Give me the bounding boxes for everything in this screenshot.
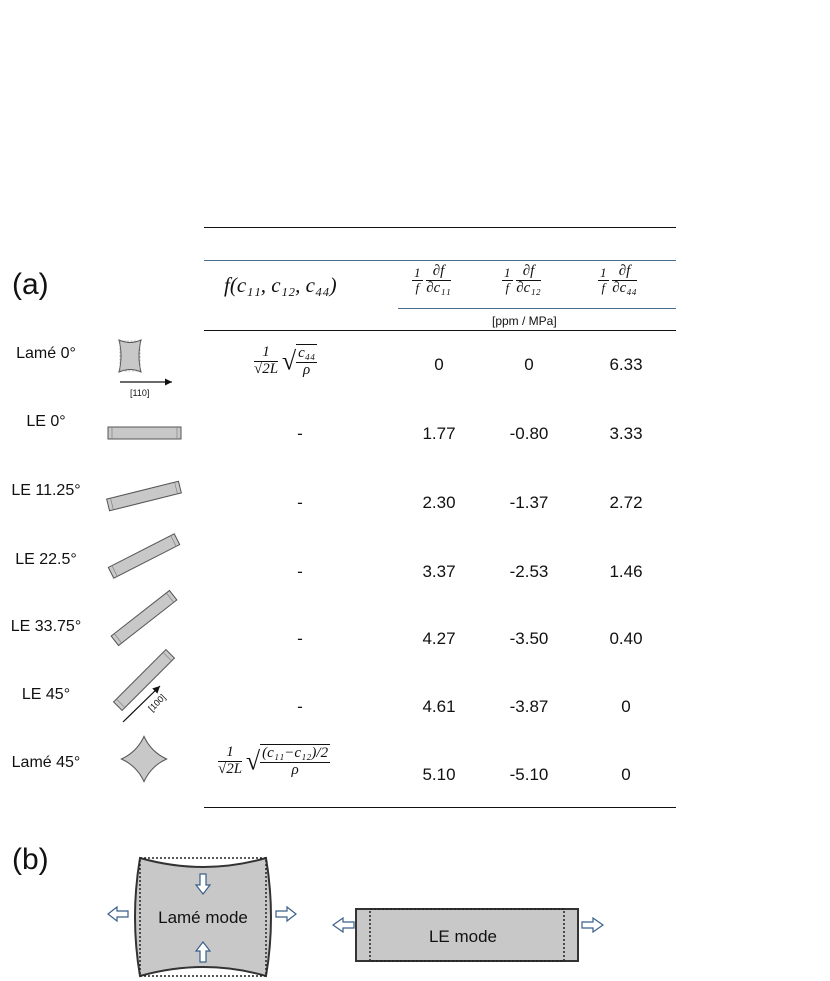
value-d44: 0 bbox=[621, 765, 631, 784]
row-label: Lamé 45° bbox=[11, 754, 81, 771]
table-top-rule bbox=[204, 227, 676, 228]
le-22-5-resonator-icon bbox=[108, 534, 179, 578]
deriv-header-c11: $\frac{1}{f}$ $\frac{\partial f}{\text{∂c₁₁}}$ bbox=[414, 263, 451, 296]
le-33-75-resonator-icon bbox=[111, 590, 177, 645]
formula-dash: - bbox=[297, 424, 303, 443]
deriv-header-c44: $\frac{1}{f}$ $\frac{\partial f}{\text{∂c₄₄}}$ bbox=[600, 263, 637, 296]
le-mode-label: LE mode bbox=[428, 927, 498, 946]
table-mid-rule bbox=[204, 330, 676, 331]
lame-0-resonator-icon bbox=[119, 340, 172, 398]
direction-110-label: [110] bbox=[130, 388, 150, 398]
formula-dash: - bbox=[297, 629, 303, 648]
value-d11: 5.10 bbox=[422, 765, 456, 784]
value-d44: 6.33 bbox=[609, 355, 643, 374]
value-d12: -3.50 bbox=[509, 629, 549, 648]
table-header-rule bbox=[204, 260, 676, 261]
direction-100-label: [100] bbox=[146, 692, 168, 714]
value-d44: 1.46 bbox=[609, 562, 643, 581]
table-bottom-rule bbox=[204, 807, 676, 808]
value-d11: 3.37 bbox=[422, 562, 456, 581]
value-d12: -0.80 bbox=[509, 424, 549, 443]
row-label: LE 22.5° bbox=[15, 551, 77, 568]
value-d11: 4.27 bbox=[422, 629, 456, 648]
resonator-icons bbox=[96, 334, 216, 794]
value-d12: -3.87 bbox=[509, 697, 549, 716]
row-label: LE 45° bbox=[21, 686, 71, 703]
value-d11: 0 bbox=[434, 355, 444, 374]
mode-diagrams bbox=[100, 850, 620, 980]
lame-45-resonator-icon bbox=[121, 736, 166, 781]
row-label: LE 11.25° bbox=[11, 482, 81, 499]
lame45-formula: $\frac{1}{√2L}$ √ $\frac{\text{(c₁₁−c₁₂)/2}}{\rho}$ bbox=[218, 744, 329, 778]
value-d11: 1.77 bbox=[422, 424, 456, 443]
panel-a-label: (a) bbox=[12, 268, 49, 301]
value-d44: 0.40 bbox=[609, 629, 643, 648]
formula-dash: - bbox=[297, 562, 303, 581]
row-label: Lamé 0° bbox=[16, 345, 76, 362]
lame0-formula: $\frac{1}{√2L}$ √ $\frac{\text{c₄₄}}{\rho}$ bbox=[254, 344, 316, 378]
value-d11: 2.30 bbox=[422, 493, 456, 512]
value-d12: -2.53 bbox=[509, 562, 549, 581]
value-d12: -1.37 bbox=[509, 493, 549, 512]
value-d12: 0 bbox=[524, 355, 534, 374]
le-11-25-resonator-icon bbox=[107, 481, 182, 511]
value-d11: 4.61 bbox=[422, 697, 456, 716]
value-d44: 3.33 bbox=[609, 424, 643, 443]
value-d12: -5.10 bbox=[509, 765, 549, 784]
row-label: LE 0° bbox=[26, 413, 66, 430]
deriv-header-c12: $\frac{1}{f}$ $\frac{\partial f}{\text{∂c₁₂}}$ bbox=[504, 263, 541, 296]
value-d44: 2.72 bbox=[609, 493, 643, 512]
le-mode-diagram bbox=[356, 909, 578, 961]
formula-dash: - bbox=[297, 493, 303, 512]
function-header: f(c₁₁, c₁₂, c₄₄) bbox=[224, 273, 337, 297]
derivative-group-rule bbox=[398, 308, 676, 309]
panel-b-label: (b) bbox=[12, 843, 49, 876]
le-45-resonator-icon bbox=[114, 650, 175, 722]
unit-label: [ppm / MPa] bbox=[492, 314, 557, 328]
le-0-resonator-icon bbox=[108, 427, 181, 439]
lame-mode-label: Lamé mode bbox=[158, 908, 248, 927]
row-label: LE 33.75° bbox=[10, 618, 82, 635]
formula-dash: - bbox=[297, 697, 303, 716]
value-d44: 0 bbox=[621, 697, 631, 716]
